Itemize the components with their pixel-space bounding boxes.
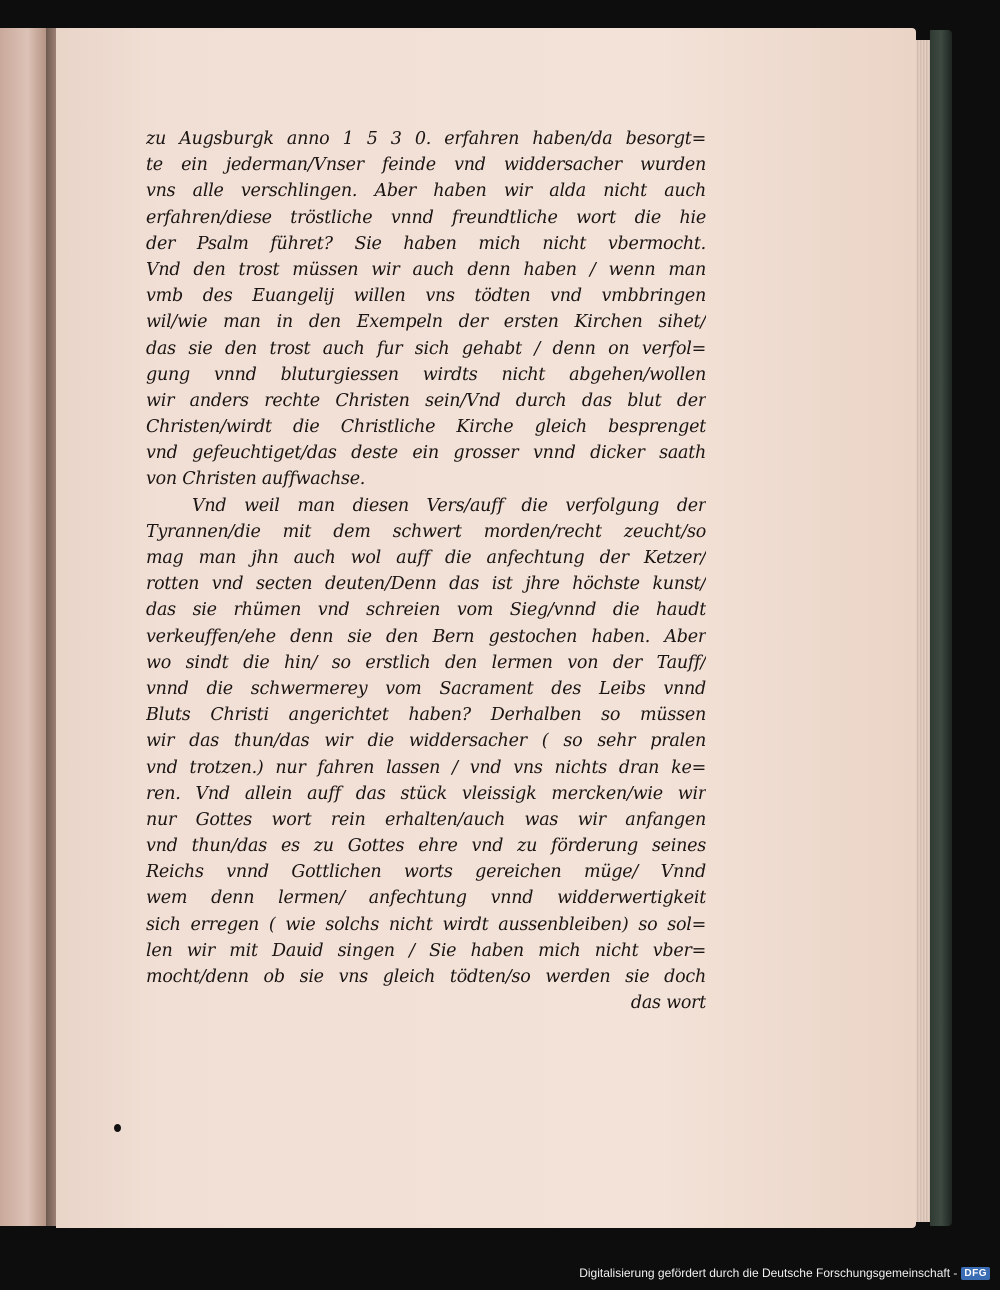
text-line: zu Augsburgk anno 1 5 3 0. erfahren haben/da besorgt= — [146, 129, 706, 149]
text-line: Christen/wirdt die Christliche Kirche gleich besprenget — [146, 417, 706, 438]
text-line: sich erregen ( wie solchs nicht wirdt aussenbleiben) so sol= — [146, 914, 706, 935]
text-line: wo sindt die hin/ so erstlich den lermen von der Tauff/ — [146, 652, 706, 673]
text-line: Reichs vnnd Gottlichen worts gereichen müge/ Vnnd — [146, 862, 706, 883]
text-line: wem denn lermen/ anfechtung vnnd widderwertigkeit — [146, 888, 706, 909]
text-line: vmb des Euangelij willen vns tödten vnd vmbbringen — [146, 286, 706, 307]
text-line: von Christen auffwachse. — [146, 469, 366, 490]
text-line: der Psalm führet? Sie haben mich nicht vbermocht. — [146, 233, 706, 254]
text-line: Bluts Christi angerichtet haben? Derhalben so müssen — [146, 705, 706, 726]
catchword: das wort — [630, 993, 706, 1014]
text-line-indented: Vnd weil man diesen Vers/auff die verfolgung der — [192, 495, 706, 516]
text-line: verkeuffen/ehe denn sie den Bern gestochen haben. Aber — [146, 626, 706, 647]
text-line: gung vnnd bluturgiessen wirdts nicht abgehen/wollen — [146, 364, 706, 385]
text-line: vnd gefeuchtiget/das deste ein grosser vnnd dicker saath — [146, 443, 706, 464]
text-line: ren. Vnd allein auff das stück vleissigk mercken/wie wir — [146, 783, 706, 804]
text-line: Vnd den trost müssen wir auch denn haben / wenn man — [146, 259, 706, 280]
text-line: vnd thun/das es zu Gottes ehre vnd zu förderung seines — [146, 836, 706, 857]
text-line: das sie den trost auch fur sich gehabt / denn on verfol= — [146, 338, 706, 359]
text-line: mocht/denn ob sie vns gleich tödten/so werden sie doch — [146, 967, 706, 987]
text-line: das sie rhümen vnd schreien vom Sieg/vnnd die haudt — [146, 600, 706, 621]
text-line: vnd trotzen.) nur fahren lassen / vnd vns nichts dran ke= — [146, 757, 706, 778]
page-text-block — [146, 126, 706, 1016]
text-line: te ein jederman/Vnser feinde vnd widdersacher wurden — [146, 155, 706, 176]
text-line: rotten vnd secten deuten/Denn das ist jhre höchste kunst/ — [146, 574, 706, 595]
text-line: wir anders rechte Christen sein/Vnd durch das blut der — [146, 390, 706, 411]
ink-spot — [114, 1124, 121, 1132]
footer-credit-text: Digitalisierung gefördert durch die Deutsche Forschungsgemeinschaft - — [579, 1266, 958, 1280]
text-line: len wir mit Dauid singen / Sie haben mich nicht vber= — [146, 940, 706, 961]
text-line: Tyrannen/die mit dem schwert morden/recht zeucht/so — [146, 521, 706, 542]
text-line: nur Gottes wort rein erhalten/auch was wir anfangen — [146, 809, 706, 830]
digitization-footer — [579, 1266, 990, 1280]
book-cover-edge — [930, 30, 952, 1226]
text-line: vnnd die schwermerey vom Sacrament des Leibs vnnd — [146, 678, 706, 699]
text-line: erfahren/diese tröstliche vnnd freundtliche wort die hie — [146, 207, 706, 228]
dfg-logo-icon: DFG — [961, 1267, 990, 1280]
book-gutter — [46, 28, 56, 1226]
text-line: wir das thun/das wir die widdersacher ( so sehr pralen — [146, 731, 706, 752]
text-line: mag man jhn auch wol auff die anfechtung der Ketzer/ — [146, 548, 706, 568]
text-line: vns alle verschlingen. Aber haben wir alda nicht auch — [146, 181, 706, 202]
facing-page-edge — [0, 28, 46, 1226]
text-line: wil/wie man in den Exempeln der ersten Kirchen sihet/ — [146, 312, 706, 333]
